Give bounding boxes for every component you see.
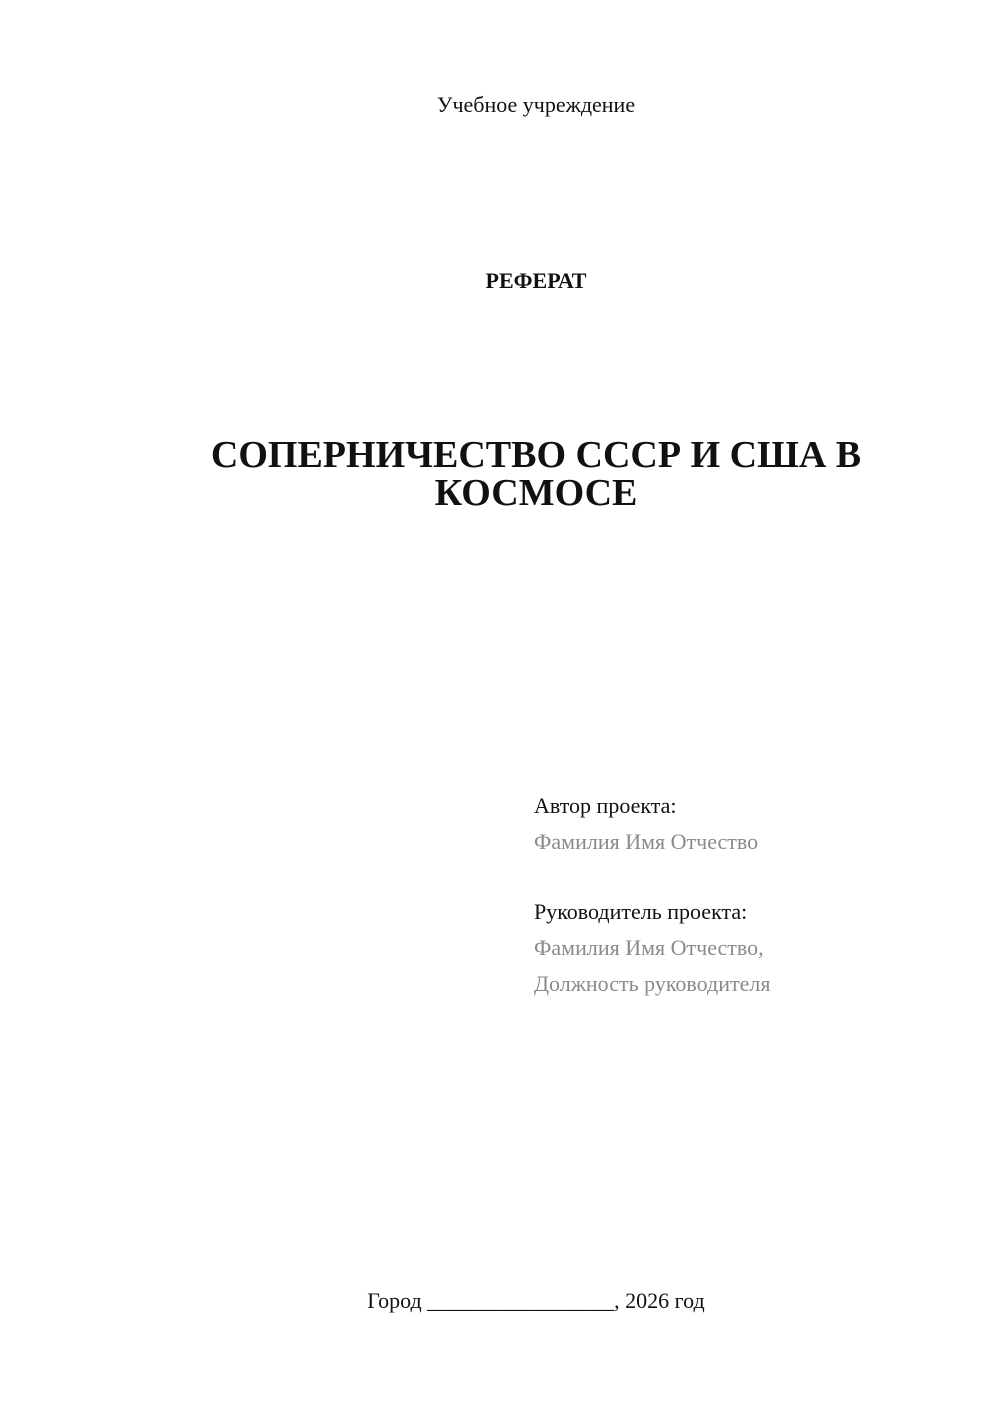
supervisor-position: Должность руководителя xyxy=(534,971,771,996)
city-label: Город xyxy=(367,1288,422,1313)
document-title: СОПЕРНИЧЕСТВО СССР И США В КОСМОСЕ xyxy=(210,434,862,514)
author-label: Автор проекта: xyxy=(534,793,677,818)
authors-block xyxy=(534,788,974,1002)
supervisor-label: Руководитель проекта: xyxy=(534,899,748,924)
institution-name: Учебное учреждение xyxy=(436,92,636,117)
supervisor-name: Фамилия Имя Отчество, xyxy=(534,935,764,960)
document-type: РЕФЕРАТ xyxy=(485,268,587,293)
spacer xyxy=(534,860,974,894)
city-blank: _________________ xyxy=(427,1288,615,1313)
year-text: , 2026 год xyxy=(614,1288,705,1313)
footer-city-year xyxy=(0,1288,1000,1314)
author-name: Фамилия Имя Отчество xyxy=(534,829,759,854)
